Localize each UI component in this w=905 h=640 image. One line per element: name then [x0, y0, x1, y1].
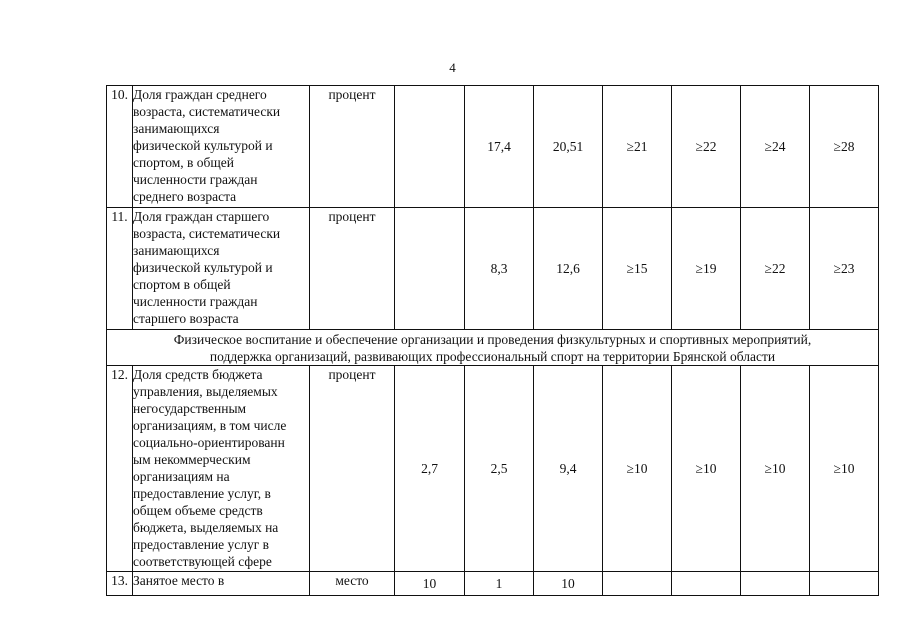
indicator-name-line: возраста, систематически — [133, 104, 281, 119]
indicator-name — [133, 208, 310, 330]
indicator-name — [133, 572, 310, 596]
value-cell — [395, 208, 465, 330]
unit-cell: процент — [310, 86, 395, 208]
indicator-name-line: спортом в общей — [133, 277, 231, 292]
table-row — [107, 366, 879, 572]
value-cell: 10 — [395, 572, 465, 596]
value-cell — [672, 572, 741, 596]
table-row — [107, 86, 879, 208]
indicator-name-line: организациям, в том числе — [133, 418, 287, 433]
value-cell — [741, 572, 810, 596]
page-number: 4 — [449, 60, 456, 75]
value-cell: ≥15 — [603, 208, 672, 330]
section-header-line: Физическое воспитание и обеспечение организации и проведения физкультурных и спортивных мероприятий, — [173, 331, 812, 347]
indicator-name-line: возраста, систематически — [133, 226, 281, 241]
value-cell — [810, 572, 879, 596]
value-cell: 17,4 — [465, 86, 534, 208]
row-number: 10. — [107, 86, 133, 208]
value-cell: 12,6 — [534, 208, 603, 330]
indicator-name-line: Доля граждан старшего — [133, 209, 270, 224]
unit-cell: процент — [310, 208, 395, 330]
indicator-name-line: среднего возраста — [133, 189, 237, 204]
indicator-name-line: занимающихся — [133, 121, 220, 136]
value-cell: 2,5 — [465, 366, 534, 572]
indicator-name-line: численности граждан — [133, 294, 258, 309]
unit-cell: процент — [310, 366, 395, 572]
value-cell: ≥22 — [741, 208, 810, 330]
table-row — [107, 208, 879, 330]
indicator-name-line: Доля граждан среднего — [133, 87, 267, 102]
indicator-name-line: Занятое место в — [133, 573, 225, 588]
indicator-name-line: физической культурой и — [133, 138, 273, 153]
value-cell: ≥22 — [672, 86, 741, 208]
indicator-name-line: занимающихся — [133, 243, 220, 258]
value-cell: ≥21 — [603, 86, 672, 208]
value-cell: ≥23 — [810, 208, 879, 330]
value-cell: ≥24 — [741, 86, 810, 208]
indicator-name-line: ым некоммерческим — [133, 452, 251, 467]
indicator-name-line: предоставление услуг в — [133, 537, 270, 552]
indicator-name-line: спортом, в общей — [133, 155, 235, 170]
value-cell: 10 — [534, 572, 603, 596]
row-number: 13. — [107, 572, 133, 596]
indicator-name-line: управления, выделяемых — [133, 384, 278, 399]
value-cell: ≥10 — [672, 366, 741, 572]
indicator-name-line: Доля средств бюджета — [133, 367, 263, 382]
indicator-name-line: предоставление услуг, в — [133, 486, 271, 501]
indicator-name-line: старшего возраста — [133, 311, 239, 326]
value-cell: ≥10 — [741, 366, 810, 572]
value-cell: 20,51 — [534, 86, 603, 208]
value-cell: ≥28 — [810, 86, 879, 208]
value-cell — [603, 572, 672, 596]
section-header — [107, 330, 879, 366]
indicator-name — [133, 366, 310, 572]
row-number: 12. — [107, 366, 133, 572]
section-header-line: поддержка организаций, развивающих профессиональный спорт на территории Брянской области — [209, 348, 776, 364]
row-number: 11. — [107, 208, 133, 330]
indicator-name-line: общем объеме средств — [133, 503, 263, 518]
indicator-name-line: численности граждан — [133, 172, 258, 187]
value-cell: 2,7 — [395, 366, 465, 572]
value-cell: 8,3 — [465, 208, 534, 330]
indicator-name-line: организациям на — [133, 469, 230, 484]
unit-cell: место — [310, 572, 395, 596]
value-cell: ≥10 — [810, 366, 879, 572]
value-cell: 1 — [465, 572, 534, 596]
indicator-name-line: социально-ориентированн — [133, 435, 285, 450]
value-cell: 9,4 — [534, 366, 603, 572]
value-cell: ≥19 — [672, 208, 741, 330]
indicator-name-line: бюджета, выделяемых на — [133, 520, 279, 535]
section-header-row — [107, 330, 879, 366]
indicator-name-line: соответствующей сфере — [133, 554, 272, 569]
value-cell: ≥10 — [603, 366, 672, 572]
indicator-name — [133, 86, 310, 208]
table-row — [107, 572, 879, 596]
value-cell — [395, 86, 465, 208]
indicator-name-line: физической культурой и — [133, 260, 273, 275]
indicator-name-line: негосударственным — [133, 401, 247, 416]
indicators-table — [106, 85, 879, 596]
